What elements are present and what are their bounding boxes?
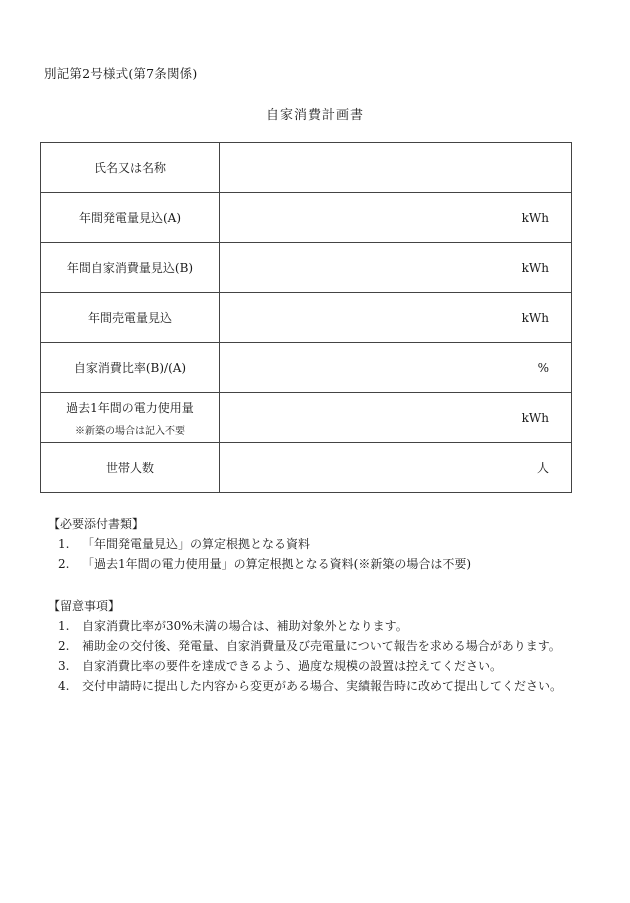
item-number: 2. bbox=[58, 639, 70, 653]
annual-self-consumption-value-cell[interactable] bbox=[220, 243, 572, 293]
list-item bbox=[58, 554, 471, 574]
self-consumption-ratio-value-cell[interactable] bbox=[220, 343, 572, 393]
row-unit: kWh bbox=[521, 310, 549, 325]
row-label-cell bbox=[41, 243, 220, 293]
row-unit: kWh bbox=[521, 210, 549, 225]
row-unit: % bbox=[537, 360, 549, 375]
table-row-annual-sold bbox=[41, 293, 572, 343]
item-number: 1. bbox=[58, 619, 70, 633]
table-row-annual-generation bbox=[41, 193, 572, 243]
table-row-past-usage bbox=[41, 393, 572, 443]
household-size-value-cell[interactable] bbox=[220, 443, 572, 493]
form-number: 別記第2号様式(第7条関係) bbox=[44, 66, 198, 81]
plan-table bbox=[40, 142, 572, 493]
item-text: 交付申請時に提出した内容から変更がある場合、実績報告時に改めて提出してください。 bbox=[82, 679, 563, 693]
table-row-self-consumption-ratio bbox=[41, 343, 572, 393]
row-unit: 人 bbox=[536, 461, 549, 475]
item-text: 補助金の交付後、発電量、自家消費量及び売電量について報告を求める場合があります。 bbox=[82, 639, 561, 653]
table-row-household-size bbox=[41, 443, 572, 493]
name-value-cell[interactable] bbox=[220, 143, 572, 193]
row-label: 氏名又は名称 bbox=[93, 161, 166, 175]
list-item bbox=[58, 676, 562, 696]
row-label-cell bbox=[41, 393, 220, 443]
row-label: 年間発電量見込(A) bbox=[78, 211, 182, 225]
row-label: 年間売電量見込 bbox=[87, 311, 172, 325]
item-text: 「年間発電量見込」の算定根拠となる資料 bbox=[82, 537, 311, 551]
row-unit: kWh bbox=[521, 260, 549, 275]
list-item bbox=[58, 656, 562, 676]
list-item bbox=[58, 616, 562, 636]
notes-heading: 【留意事項】 bbox=[48, 599, 121, 613]
row-label: 年間自家消費量見込(B) bbox=[66, 261, 194, 275]
row-label-cell bbox=[41, 143, 220, 193]
document-title: 自家消費計画書 bbox=[265, 108, 364, 123]
row-label-cell bbox=[41, 193, 220, 243]
item-number: 3. bbox=[58, 659, 70, 673]
item-text: 自家消費比率の要件を達成できるよう、過度な規模の設置は控えてください。 bbox=[82, 659, 503, 673]
row-label: 過去1年間の電力使用量 bbox=[66, 400, 194, 415]
row-label: 世帯人数 bbox=[105, 461, 154, 475]
attachments-heading: 【必要添付書類】 bbox=[48, 517, 145, 531]
annual-generation-value-cell[interactable] bbox=[220, 193, 572, 243]
item-text: 「過去1年間の電力使用量」の算定根拠となる資料(※新築の場合は不要) bbox=[82, 557, 472, 571]
item-number: 2. bbox=[58, 557, 70, 571]
item-text: 自家消費比率が30%未満の場合は、補助対象外となります。 bbox=[82, 619, 408, 633]
table-row-annual-self-consumption bbox=[41, 243, 572, 293]
notes-list bbox=[48, 616, 562, 696]
item-number: 4. bbox=[58, 679, 70, 693]
list-item bbox=[58, 534, 471, 554]
table-row-name bbox=[41, 143, 572, 193]
row-note: ※新築の場合は記入不要 bbox=[75, 425, 185, 437]
past-usage-value-cell[interactable] bbox=[220, 393, 572, 443]
row-unit: kWh bbox=[521, 410, 549, 425]
row-label-cell bbox=[41, 293, 220, 343]
row-label-cell bbox=[41, 443, 220, 493]
notes-section bbox=[48, 596, 562, 696]
item-number: 1. bbox=[58, 537, 70, 551]
row-label-cell bbox=[41, 343, 220, 393]
attachments-section bbox=[48, 514, 471, 574]
attachments-list bbox=[48, 534, 471, 574]
row-label: 自家消費比率(B)/(A) bbox=[73, 361, 187, 375]
annual-sold-value-cell[interactable] bbox=[220, 293, 572, 343]
list-item bbox=[58, 636, 562, 656]
